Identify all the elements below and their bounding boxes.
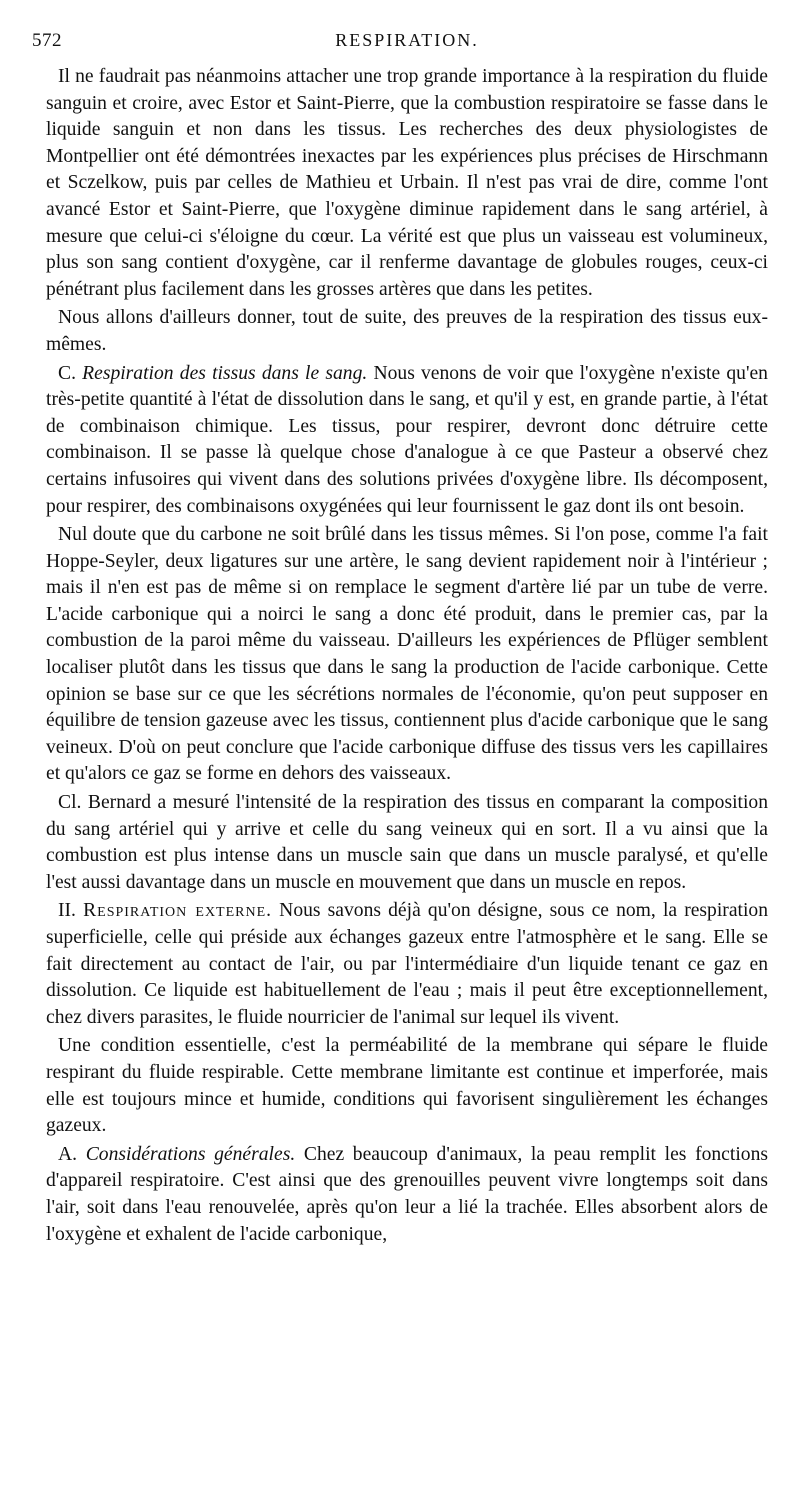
paragraph: [46, 305, 768, 358]
section-marker: C.: [58, 362, 83, 384]
paragraph-text: Nul doute que du carbone ne soit brûlé dans les tissus mêmes. Si l'on pose, comme l'a fait Hoppe-Seyler, deux ligatures sur une artère, le sang devient rapidement noir à l'intérieur ; mais il n'en est pas de même si on remplace le segment d'artère lié par un tube de verre. L'acide carbonique qui a noirci le sang a donc été produit, dans le premier cas, par la combustion de la paroi même du vaisseau. D'ailleurs les expériences de Pflüger semblent localiser plutôt dans les tissus que dans le sang la production de l'acide carbonique. Cette opinion se base sur ce que les sécrétions normales de l'économie, qu'on peut supposer en équilibre de tension gazeuse avec les tissus, contiennent plus d'acide carbonique que le sang veineux. D'où on peut conclure que l'acide carbonique diffuse des tissus vers les capillaires et qu'alors ce gaz se forme en dehors des vaisseaux.: [46, 524, 768, 785]
paragraph-text: Nous allons d'ailleurs donner, tout de suite, des preuves de la respiration des tissus eux-mêmes.: [46, 307, 768, 355]
paragraph-section-a: [46, 1142, 768, 1248]
paragraph-section-c: [46, 361, 768, 521]
body-text: [46, 64, 768, 1248]
paragraph-text: Cl. Bernard a mesuré l'intensité de la respiration des tissus en comparant la composition du sang artériel qui y arrive et celle du sang veineux qui en sort. Il a vu ainsi que la combustion est plus intense dans un muscle sain que dans un muscle paralysé, et qu'elle l'est aussi davantage dans un muscle en mouvement que dans un muscle en repos.: [46, 792, 768, 893]
section-heading: Respiration externe.: [83, 900, 273, 922]
paragraph-text: Une condition essentielle, c'est la perméabilité de la membrane qui sépare le fluide respirant du fluide respirable. Cette membrane limitante est continue et imperforée, mais elle est toujours mince et humide, conditions qui favorisent singulièrement les échanges gazeux.: [46, 1035, 768, 1137]
paragraph-text: Nous venons de voir que l'oxygène n'existe qu'en très-petite quantité à l'état de dissolution dans le sang, et qu'il y est, en grande partie, à l'état de combinaison chimique. Les tissus, pour respirer, devront donc détruire cette combinaison. Il se passe là quelque chose d'analogue à ce que Pasteur a observé chez certains infusoires qui vivent dans des solutions privées d'oxygène libre. Ils décomposent, pour respirer, des combinaisons oxygénées qui leur fournissent le gaz dont ils ont besoin.: [46, 362, 768, 517]
section-heading: Respiration des tissus dans le sang.: [82, 362, 368, 384]
page-number: 572: [32, 30, 62, 51]
section-marker: II.: [58, 900, 84, 922]
running-title: RESPIRATION.: [335, 30, 479, 50]
paragraph-section-ii: [46, 898, 768, 1031]
paragraph-text: Chez beaucoup d'animaux, la peau remplit les fonctions d'appareil respiratoire. C'est ainsi que des grenouilles peuvent vivre longtemps soit dans l'air, soit dans l'eau renouvelée, après qu'on leur a lié la trachée. Elles absorbent alors de l'oxygène et exhalent de l'acide carbonique,: [46, 1143, 768, 1245]
paragraph-text: Il ne faudrait pas néanmoins attacher une trop grande importance à la respiration du fluide sanguin et croire, avec Estor et Saint-Pierre, que la combustion respiratoire se fasse dans le liquide sanguin et non dans les tissus. Les recherches des deux physiologistes de Montpellier ont été démontrées inexactes par les expériences plus précises de Hirschmann et Sczelkow, puis par celles de Mathieu et Urbain. Il n'est pas vrai de dire, comme l'ont avancé Estor et Saint-Pierre, que l'oxygène diminue rapidement dans le sang artériel, à mesure que celui-ci s'éloigne du cœur. La vérité est que plus un vaisseau est volumineux, plus son sang contient d'oxygène, car il renferme davantage de globules rouges, ceux-ci pénétrant plus facilement dans les grosses artères que dans les petites.: [46, 66, 768, 300]
paragraph: [46, 1033, 768, 1139]
paragraph: [46, 522, 768, 788]
paragraph: [46, 790, 768, 896]
running-head: [32, 30, 768, 64]
paragraph: [46, 64, 768, 303]
section-marker: A.: [58, 1143, 86, 1165]
book-page: [32, 0, 768, 1497]
paragraph-text: Nous savons déjà qu'on désigne, sous ce nom, la respiration superficielle, celle qui préside aux échanges gazeux entre l'atmosphère et le sang. Elle se fait directement au contact de l'air, ou par l'intermédiaire d'un liquide tenant ce gaz en dissolution. Ce liquide est habituellement de l'eau ; mais il peut être exceptionnellement, chez divers parasites, le fluide nourricier de l'animal sur lequel ils vivent.: [46, 900, 768, 1028]
section-heading: Considérations générales.: [85, 1143, 296, 1165]
